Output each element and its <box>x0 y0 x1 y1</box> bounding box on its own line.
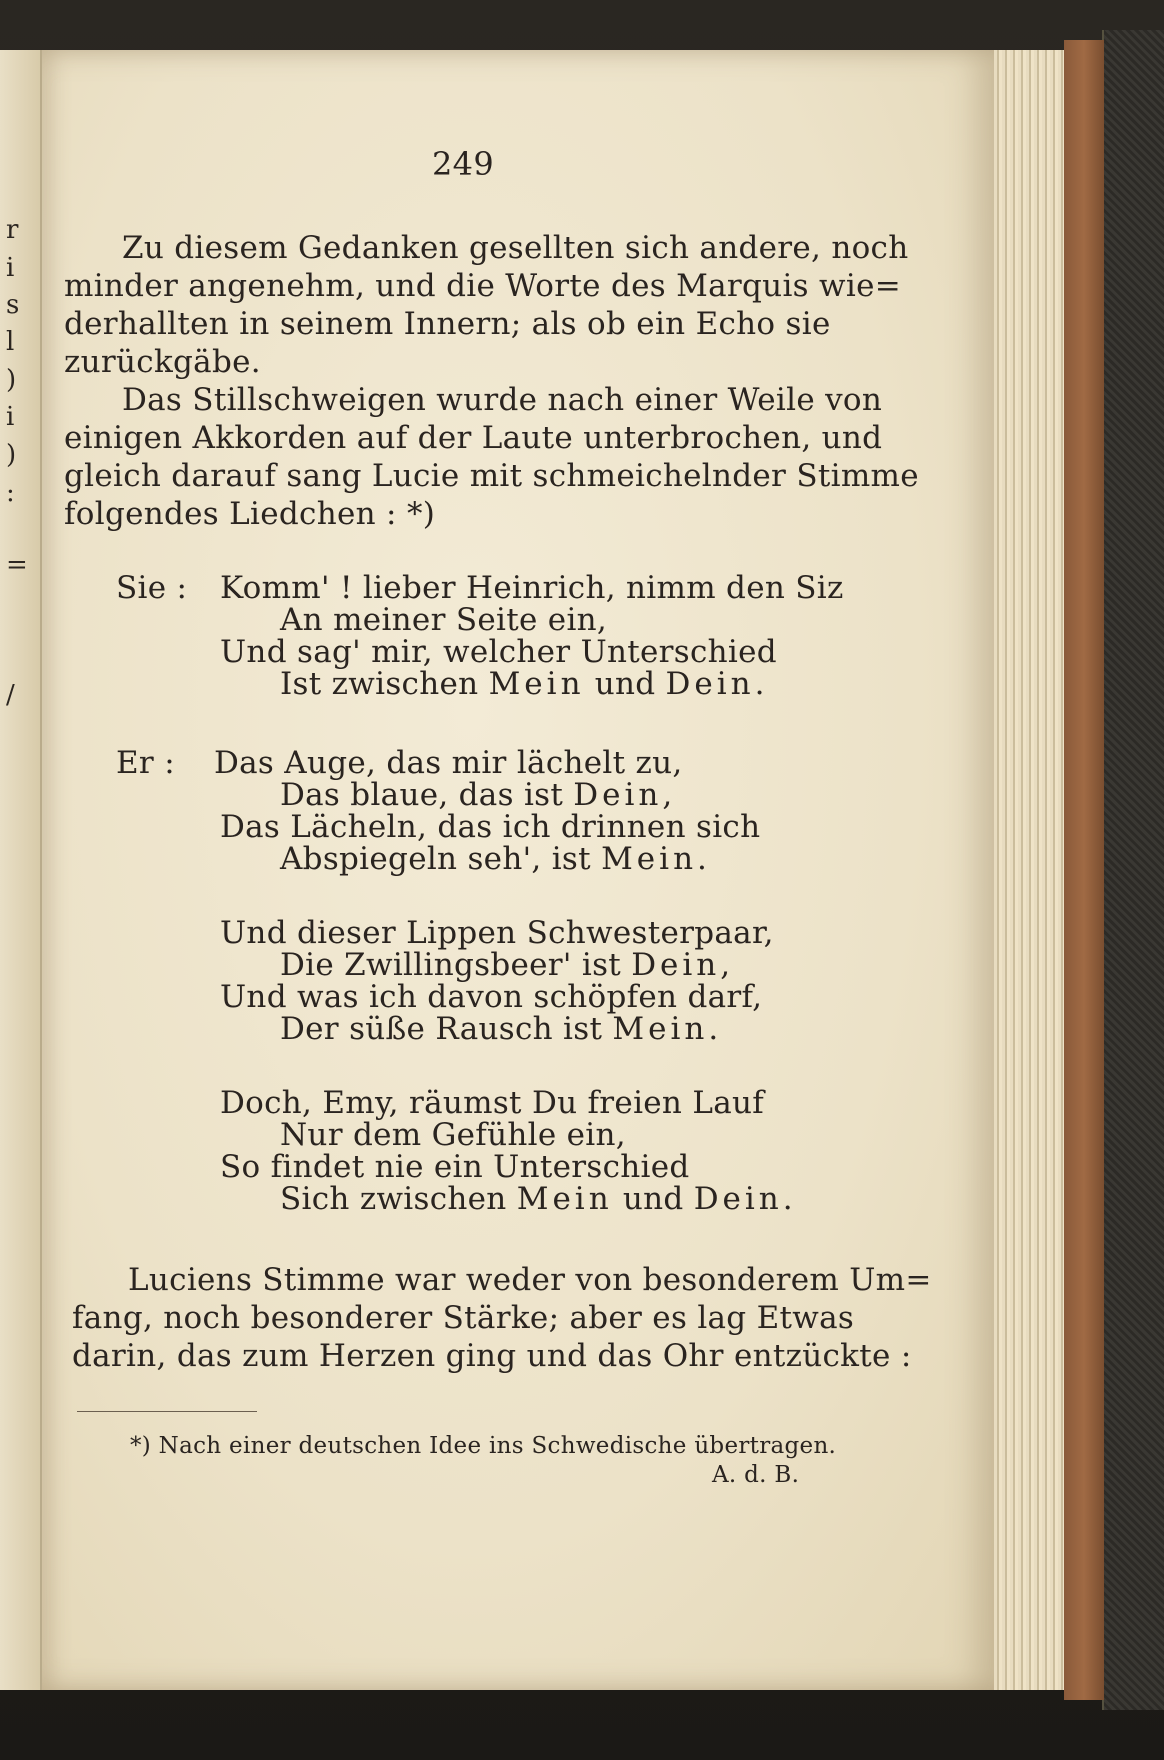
facing-page-char: l <box>6 327 15 357</box>
paragraph-line: Zu diesem Gedanken gesellten sich andere, noch <box>122 230 909 266</box>
book-binding-edge <box>1064 40 1104 1700</box>
book-page <box>42 50 994 1690</box>
page-stack-edge <box>994 50 1064 1690</box>
emphasis-word: Dein, <box>573 777 677 813</box>
poem-text: Abspiegeln seh', ist <box>280 841 591 877</box>
poem-text: Sich zwischen <box>280 1181 507 1217</box>
poem-line: An meiner Seite ein, <box>280 602 608 638</box>
emphasis-word: Dein. <box>665 666 769 702</box>
emphasis-word: Mein. <box>601 841 711 877</box>
footnote-signature: A. d. B. <box>712 1462 800 1488</box>
poem-line: Das Auge, das mir lächelt zu, <box>214 745 683 781</box>
facing-page-char: ) <box>6 440 17 470</box>
paragraph-line: gleich darauf sang Lucie mit schmeichelnder Stimme <box>64 458 919 494</box>
footnote-rule <box>77 1411 257 1412</box>
paragraph-line: Luciens Stimme war weder von besonderem Um= <box>128 1262 932 1298</box>
paragraph-line: fang, noch besonderer Stärke; aber es lag Etwas <box>72 1300 855 1336</box>
poem-line: Komm' ! lieber Heinrich, nimm den Siz <box>220 570 844 606</box>
emphasis-word: Mein. <box>612 1011 723 1047</box>
poem-line <box>280 1011 722 1047</box>
poem-line: Und sag' mir, welcher Unterschied <box>220 634 777 670</box>
facing-page-char: s <box>6 290 20 320</box>
poem-line: Und was ich davon schöpfen darf, <box>220 979 763 1015</box>
poem-line <box>280 777 676 813</box>
poem-line <box>280 666 768 702</box>
poem-text: Die Zwillingsbeer' ist <box>280 947 622 983</box>
facing-page-char: : <box>6 478 15 508</box>
poem-line: Nur dem Gefühle ein, <box>280 1117 626 1153</box>
poem-line: Doch, Emy, räumst Du freien Lauf <box>220 1085 765 1121</box>
paragraph-line: folgendes Liedchen : *) <box>64 496 436 532</box>
poem-text: und <box>594 666 656 702</box>
poem-line: Das Lächeln, das ich drinnen sich <box>220 809 761 845</box>
poem-text: Ist zwischen <box>280 666 479 702</box>
facing-page-char: r <box>6 215 19 245</box>
facing-page-char: = <box>6 550 28 580</box>
paragraph-line: einigen Akkorden auf der Laute unterbrochen, und <box>64 420 883 456</box>
poem-speaker-er: Er : <box>116 745 175 781</box>
facing-page-char: i <box>6 402 15 432</box>
poem-line <box>280 1181 797 1217</box>
poem-line: Und dieser Lippen Schwesterpaar, <box>220 915 774 951</box>
emphasis-word: Dein, <box>631 947 735 983</box>
page-number: 249 <box>432 145 494 183</box>
emphasis-word: Mein <box>516 1181 613 1217</box>
facing-page-char: i <box>6 253 15 283</box>
paragraph-line: Das Stillschweigen wurde nach einer Weile von <box>122 382 883 418</box>
poem-text: Der süße Rausch ist <box>280 1011 603 1047</box>
emphasis-word: Mein <box>488 666 585 702</box>
facing-page-char: / <box>6 680 15 710</box>
book-cover-edge <box>1102 30 1164 1710</box>
poem-line: So findet nie ein Unterschied <box>220 1149 690 1185</box>
paragraph-line: darin, das zum Herzen ging und das Ohr entzückte : <box>72 1338 912 1374</box>
poem-line <box>280 841 711 877</box>
paragraph-line: zurückgäbe. <box>64 344 261 380</box>
poem-text: und <box>622 1181 684 1217</box>
poem-line <box>280 947 734 983</box>
poem-text: Das blaue, das ist <box>280 777 564 813</box>
facing-page-sliver <box>0 50 43 1690</box>
paragraph-line: minder angenehm, und die Worte des Marquis wie= <box>64 268 901 304</box>
facing-page-char: ) <box>6 365 17 395</box>
emphasis-word: Dein. <box>693 1181 797 1217</box>
footnote-text: *) Nach einer deutschen Idee ins Schwedische übertragen. <box>130 1433 837 1459</box>
paragraph-line: derhallten in seinem Innern; als ob ein Echo sie <box>64 306 831 342</box>
poem-speaker-sie: Sie : <box>116 570 188 606</box>
